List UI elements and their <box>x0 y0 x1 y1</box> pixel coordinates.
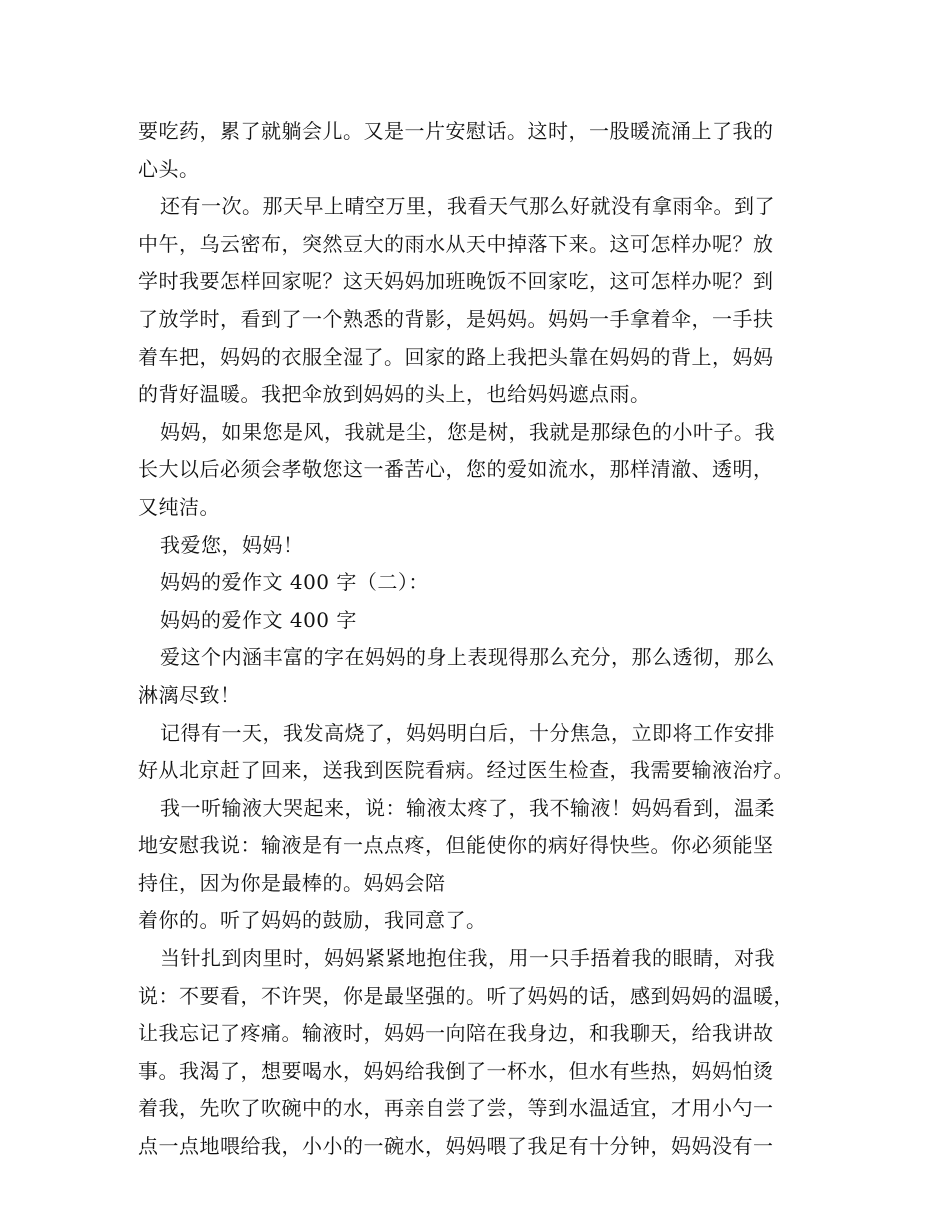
text-line: 学时我要怎样回家呢？这天妈妈加班晚饭不回家吃，这可怎样办呢？到 <box>138 269 774 294</box>
text-line: 爱这个内涵丰富的字在妈妈的身上表现得那么充分，那么透彻，那么 <box>160 645 775 670</box>
text-line: 记得有一天，我发高烧了，妈妈明白后，十分焦急，立即将工作安排 <box>160 720 775 745</box>
text-line: 着你的。听了妈妈的鼓励，我同意了。 <box>138 908 487 933</box>
text-line: 好从北京赶了回来，送我到医院看病。经过医生检查，我需要输液治疗。 <box>138 758 794 783</box>
text-line: 淋漓尽致！ <box>138 682 241 707</box>
text-line: 要吃药，累了就躺会儿。又是一片安慰话。这时，一股暖流涌上了我的 <box>138 119 774 143</box>
text-line: 妈妈，如果您是风，我就是尘，您是树，我就是那绿色的小叶子。我 <box>160 419 775 444</box>
text-line: 让我忘记了疼痛。输液时，妈妈一向陪在我身边，和我聊天，给我讲故 <box>138 1021 774 1046</box>
document-body <box>138 113 818 1166</box>
text-line: 还有一次。那天早上晴空万里，我看天气那么好就没有拿雨伞。到了 <box>160 194 775 219</box>
text-line: 说：不要看，不许哭，你是最坚强的。听了妈妈的话，感到妈妈的温暖， <box>138 983 794 1008</box>
text-line: 又纯洁。 <box>138 494 220 519</box>
text-line: 点一点地喂给我，小小的一碗水，妈妈喂了我足有十分钟，妈妈没有一 <box>138 1134 774 1159</box>
text-line: 着车把，妈妈的衣服全湿了。回家的路上我把头靠在妈妈的背上，妈妈 <box>138 344 774 369</box>
text-line: 了放学时，看到了一个熟悉的背影，是妈妈。妈妈一手拿着伞，一手扶 <box>138 306 774 331</box>
essay-title: 妈妈的爱作文 400 字 <box>160 607 357 632</box>
text-line: 我爱您，妈妈！ <box>160 532 304 557</box>
section-heading: 妈妈的爱作文 400 字（二）： <box>160 570 429 595</box>
text-line: 着我，先吹了吹碗中的水，再亲自尝了尝，等到水温适宜，才用小勺一 <box>138 1096 774 1121</box>
text-line: 我一听输液大哭起来，说：输液太疼了，我不输液！妈妈看到，温柔 <box>160 795 775 820</box>
text-line: 当针扎到肉里时，妈妈紧紧地抱住我，用一只手捂着我的眼睛，对我 <box>160 946 775 971</box>
text-line: 长大以后必须会孝敬您这一番苦心，您的爱如流水，那样清澈、透明， <box>138 457 774 482</box>
text-line: 心头。 <box>138 156 200 181</box>
text-line: 地安慰我说：输液是有一点点疼，但能使你的病好得快些。你必须能坚 <box>138 833 774 858</box>
text-line: 持住，因为你是最棒的。妈妈会陪 <box>138 870 446 895</box>
text-line: 中午，乌云密布，突然豆大的雨水从天中掉落下来。这可怎样办呢？放 <box>138 231 774 256</box>
text-line: 事。我渴了，想要喝水，妈妈给我倒了一杯水，但水有些热，妈妈怕烫 <box>138 1058 774 1083</box>
text-line: 的背好温暖。我把伞放到妈妈的头上，也给妈妈遮点雨。 <box>138 382 651 407</box>
